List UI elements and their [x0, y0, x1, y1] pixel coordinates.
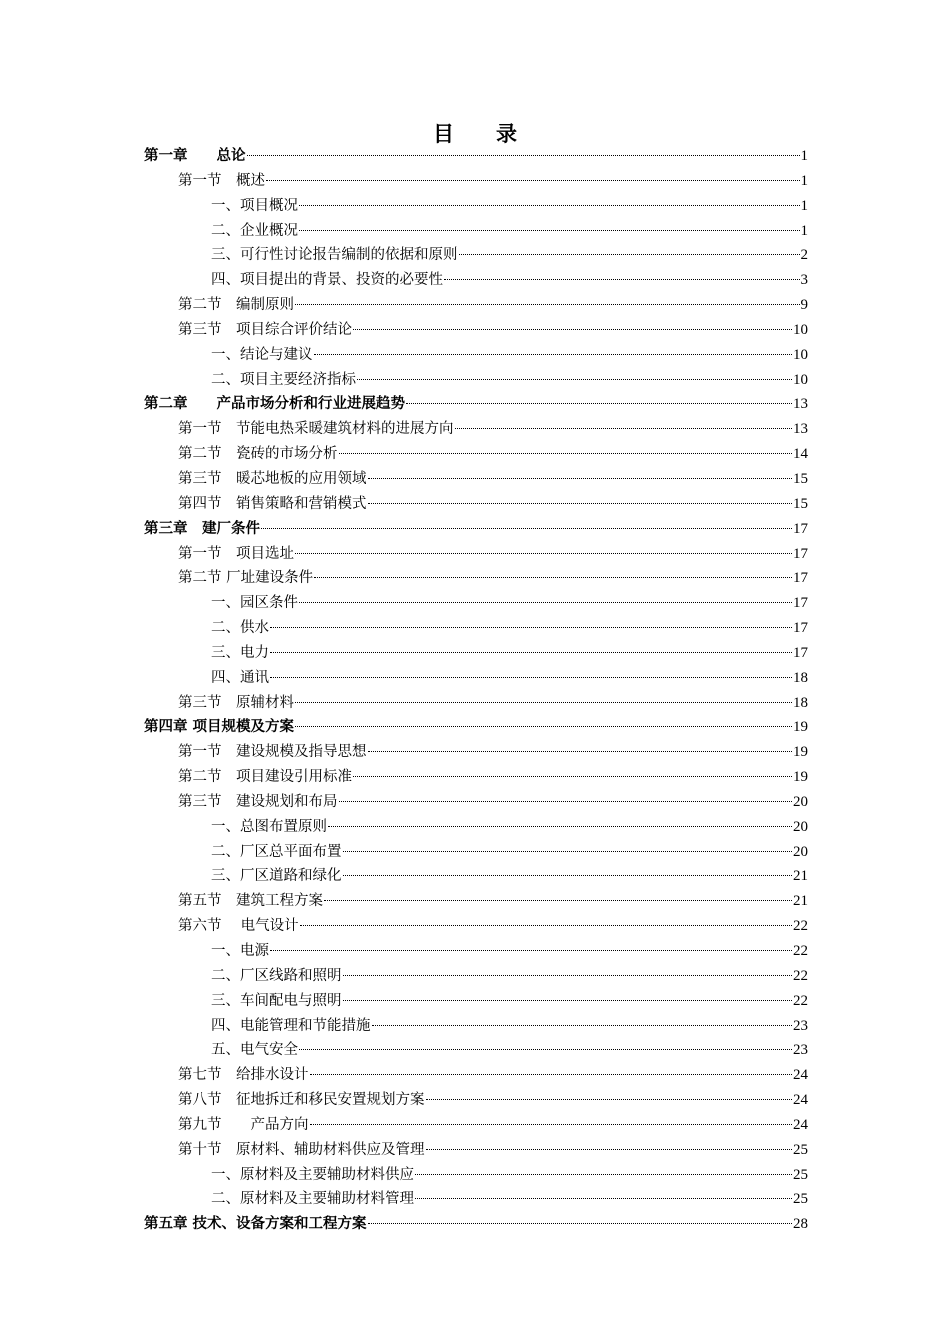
toc-page-number: 9 — [800, 297, 808, 314]
toc-section-entry[interactable] — [144, 169, 808, 194]
toc-dot-leader — [261, 528, 792, 529]
toc-dot-leader — [343, 1000, 793, 1001]
toc-dot-leader — [324, 900, 792, 901]
toc-dot-leader — [343, 975, 793, 976]
toc-entry-label: 二、原材料及主要辅助材料管理 — [211, 1191, 414, 1208]
toc-dot-leader — [339, 801, 793, 802]
toc-page-number: 21 — [793, 868, 808, 885]
toc-section-entry[interactable] — [144, 889, 808, 914]
toc-entry-label: 第三节 建设规划和布局 — [178, 793, 338, 810]
toc-subsection-entry[interactable] — [144, 840, 808, 865]
toc-page-number: 1 — [800, 222, 808, 239]
toc-entry-label: 第三节 原辅材料 — [178, 694, 294, 711]
toc-dot-leader — [299, 1049, 792, 1050]
toc-page-number: 1 — [800, 148, 808, 164]
toc-page-number: 23 — [793, 1017, 808, 1034]
toc-entry-label: 一、园区条件 — [211, 595, 298, 612]
toc-dot-leader — [353, 776, 792, 777]
toc-page-number: 20 — [793, 793, 808, 810]
toc-entry-label: 第一节 建设规模及指导思想 — [178, 744, 367, 761]
toc-subsection-entry[interactable] — [144, 666, 808, 691]
toc-subsection-entry[interactable] — [144, 641, 808, 666]
toc-page-number: 22 — [793, 943, 808, 959]
toc-chapter-entry[interactable] — [144, 392, 808, 417]
toc-page-number: 20 — [793, 843, 808, 860]
toc-entry-label: 一、原材料及主要辅助材料供应 — [211, 1166, 414, 1183]
toc-dot-leader — [459, 254, 800, 255]
toc-section-entry[interactable] — [144, 293, 808, 318]
toc-dot-leader — [295, 702, 792, 703]
toc-page-number: 19 — [793, 769, 808, 786]
toc-entry-label: 第二节 编制原则 — [178, 297, 294, 314]
toc-page-number: 3 — [800, 272, 808, 289]
toc-page-number: 22 — [793, 967, 808, 984]
toc-page-number: 23 — [793, 1042, 808, 1059]
toc-section-entry[interactable] — [144, 1088, 808, 1113]
toc-section-entry[interactable] — [144, 467, 808, 492]
toc-entry-label: 二、厂区线路和照明 — [211, 967, 342, 984]
toc-section-entry[interactable] — [144, 790, 808, 815]
toc-dot-leader — [368, 1223, 792, 1224]
toc-entry-label: 三、厂区道路和绿化 — [211, 868, 342, 885]
toc-dot-leader — [300, 925, 792, 926]
toc-page-number: 1 — [800, 172, 808, 189]
toc-subsection-entry[interactable] — [144, 815, 808, 840]
toc-page-number: 17 — [793, 570, 808, 587]
toc-page-number: 22 — [793, 992, 808, 1009]
toc-dot-leader — [247, 155, 800, 156]
toc-dot-leader — [295, 304, 800, 305]
toc-page-number: 10 — [793, 346, 808, 363]
toc-entry-label: 第九节 产品方向 — [178, 1116, 309, 1133]
toc-entry-label: 三、可行性讨论报告编制的依据和原则 — [211, 247, 458, 264]
toc-subsection-entry[interactable] — [144, 1187, 808, 1212]
toc-subsection-entry[interactable] — [144, 1014, 808, 1039]
toc-subsection-entry[interactable] — [144, 939, 808, 964]
toc-subsection-entry[interactable] — [144, 194, 808, 219]
toc-subsection-entry[interactable] — [144, 591, 808, 616]
toc-page-number: 24 — [793, 1092, 808, 1109]
toc-entry-label: 一、总图布置原则 — [211, 818, 327, 835]
toc-dot-leader — [353, 329, 792, 330]
toc-dot-leader — [357, 379, 792, 380]
toc-dot-leader — [295, 726, 792, 727]
toc-dot-leader — [299, 602, 792, 603]
toc-dot-leader — [270, 677, 792, 678]
toc-page-number: 21 — [793, 893, 808, 910]
toc-dot-leader — [372, 1025, 793, 1026]
toc-section-entry[interactable] — [144, 1113, 808, 1138]
toc-subsection-entry[interactable] — [144, 964, 808, 989]
toc-page-number: 28 — [793, 1216, 808, 1233]
toc-subsection-entry[interactable] — [144, 219, 808, 244]
toc-subsection-entry[interactable] — [144, 1038, 808, 1063]
toc-dot-leader — [444, 279, 800, 280]
toc-page-number: 25 — [793, 1166, 808, 1183]
toc-section-entry[interactable] — [144, 492, 808, 517]
toc-subsection-entry[interactable] — [144, 268, 808, 293]
toc-section-entry[interactable] — [144, 1063, 808, 1088]
toc-dot-leader — [299, 230, 800, 231]
toc-page-number: 17 — [793, 644, 808, 661]
toc-subsection-entry[interactable] — [144, 368, 808, 393]
toc-dot-leader — [314, 354, 793, 355]
toc-entry-label: 二、项目主要经济指标 — [211, 371, 356, 388]
toc-dot-leader — [339, 453, 793, 454]
toc-entry-label: 第十节 原材料、辅助材料供应及管理 — [178, 1141, 425, 1158]
toc-entry-label: 第一章 总论 — [144, 148, 246, 164]
toc-entry-label: 一、结论与建议 — [211, 346, 313, 363]
toc-page-number: 2 — [800, 247, 808, 264]
toc-entry-label: 第一节 概述 — [178, 172, 265, 189]
toc-entry-label: 四、电能管理和节能措施 — [211, 1017, 371, 1034]
toc-entry-label: 三、电力 — [211, 644, 269, 661]
toc-entry-label: 第四章 项目规模及方案 — [144, 719, 295, 736]
toc-dot-leader — [455, 428, 793, 429]
toc-entry-label: 第七节 给排水设计 — [178, 1067, 309, 1084]
toc-page-number: 18 — [793, 694, 808, 711]
toc-page-number: 13 — [793, 396, 808, 413]
toc-subsection-entry[interactable] — [144, 343, 808, 368]
toc-section-entry[interactable] — [144, 542, 808, 567]
toc-dot-leader — [295, 553, 792, 554]
table-of-contents — [144, 144, 808, 1237]
page-title: 目 录 — [433, 122, 517, 146]
toc-dot-leader — [406, 403, 792, 404]
toc-dot-leader — [310, 1124, 793, 1125]
toc-page-number: 18 — [793, 669, 808, 686]
toc-dot-leader — [426, 1099, 793, 1100]
toc-entry-label: 四、通讯 — [211, 669, 269, 686]
toc-entry-label: 一、电源 — [211, 943, 269, 959]
toc-section-entry[interactable] — [144, 1138, 808, 1163]
toc-subsection-entry[interactable] — [144, 243, 808, 268]
toc-dot-leader — [343, 851, 793, 852]
toc-entry-label: 第三章 建厂条件 — [144, 520, 260, 537]
toc-dot-leader — [426, 1149, 793, 1150]
toc-page-number: 20 — [793, 818, 808, 835]
toc-page-number: 25 — [793, 1141, 808, 1158]
toc-dot-leader — [310, 1074, 793, 1075]
toc-subsection-entry[interactable] — [144, 1163, 808, 1188]
toc-page-number: 17 — [793, 545, 808, 562]
toc-section-entry[interactable] — [144, 740, 808, 765]
toc-section-entry[interactable] — [144, 765, 808, 790]
toc-subsection-entry[interactable] — [144, 989, 808, 1014]
toc-entry-label: 第四节 销售策略和营销模式 — [178, 495, 367, 512]
toc-page-number: 22 — [793, 918, 808, 935]
toc-entry-label: 第二节 厂址建设条件 — [178, 570, 314, 587]
toc-page-number: 15 — [793, 470, 808, 487]
toc-section-entry[interactable] — [144, 442, 808, 467]
toc-entry-label: 第五章 技术、设备方案和工程方案 — [144, 1216, 367, 1233]
toc-entry-label: 二、厂区总平面布置 — [211, 843, 342, 860]
toc-page-number: 10 — [793, 321, 808, 338]
toc-entry-label: 四、项目提出的背景、投资的必要性 — [211, 272, 443, 289]
toc-entry-label: 第一节 节能电热采暖建筑材料的进展方向 — [178, 421, 454, 438]
toc-entry-label: 第八节 征地拆迁和移民安置规划方案 — [178, 1092, 425, 1109]
toc-dot-leader — [415, 1198, 792, 1199]
toc-entry-label: 第五节 建筑工程方案 — [178, 893, 323, 910]
toc-section-entry[interactable] — [144, 318, 808, 343]
toc-dot-leader — [368, 478, 793, 479]
toc-entry-label: 第一节 项目选址 — [178, 545, 294, 562]
toc-subsection-entry[interactable] — [144, 616, 808, 641]
toc-entry-label: 第六节 电气设计 — [178, 918, 299, 935]
toc-section-entry[interactable] — [144, 417, 808, 442]
toc-page-number: 24 — [793, 1067, 808, 1084]
toc-dot-leader — [270, 652, 792, 653]
toc-chapter-entry[interactable] — [144, 144, 808, 169]
toc-page-number: 13 — [793, 421, 808, 438]
toc-dot-leader — [328, 826, 792, 827]
toc-dot-leader — [314, 577, 792, 578]
toc-page-number: 17 — [793, 520, 808, 537]
toc-page-number: 17 — [793, 595, 808, 612]
toc-dot-leader — [343, 875, 793, 876]
toc-chapter-entry[interactable] — [144, 1212, 808, 1237]
toc-dot-leader — [415, 1174, 792, 1175]
toc-entry-label: 第三节 项目综合评价结论 — [178, 321, 352, 338]
toc-entry-label: 第二章 产品市场分析和行业进展趋势 — [144, 396, 405, 413]
toc-entry-label: 第三节 暖芯地板的应用领域 — [178, 470, 367, 487]
toc-page-number: 10 — [793, 371, 808, 388]
toc-entry-label: 第二节 瓷砖的市场分析 — [178, 446, 338, 463]
toc-entry-label: 一、项目概况 — [211, 197, 298, 214]
toc-subsection-entry[interactable] — [144, 864, 808, 889]
toc-entry-label: 三、车间配电与照明 — [211, 992, 342, 1009]
toc-page-number: 15 — [793, 495, 808, 512]
toc-chapter-entry[interactable] — [144, 517, 808, 542]
toc-chapter-entry[interactable] — [144, 715, 808, 740]
toc-page-number: 19 — [793, 744, 808, 761]
toc-section-entry[interactable] — [144, 914, 808, 939]
toc-entry-label: 五、电气安全 — [211, 1042, 298, 1059]
toc-section-entry[interactable] — [144, 566, 808, 591]
toc-dot-leader — [299, 205, 800, 206]
toc-page-number: 1 — [800, 197, 808, 214]
toc-entry-label: 第二节 项目建设引用标准 — [178, 769, 352, 786]
toc-section-entry[interactable] — [144, 691, 808, 716]
toc-dot-leader — [368, 751, 793, 752]
toc-page-number: 24 — [793, 1116, 808, 1133]
toc-dot-leader — [270, 627, 792, 628]
toc-page-number: 17 — [793, 620, 808, 637]
toc-entry-label: 二、供水 — [211, 620, 269, 637]
toc-page-number: 14 — [793, 446, 808, 463]
toc-entry-label: 二、企业概况 — [211, 222, 298, 239]
toc-dot-leader — [270, 950, 792, 951]
toc-page-number: 19 — [793, 719, 808, 736]
toc-dot-leader — [266, 180, 800, 181]
toc-page-number: 25 — [793, 1191, 808, 1208]
toc-dot-leader — [368, 503, 793, 504]
